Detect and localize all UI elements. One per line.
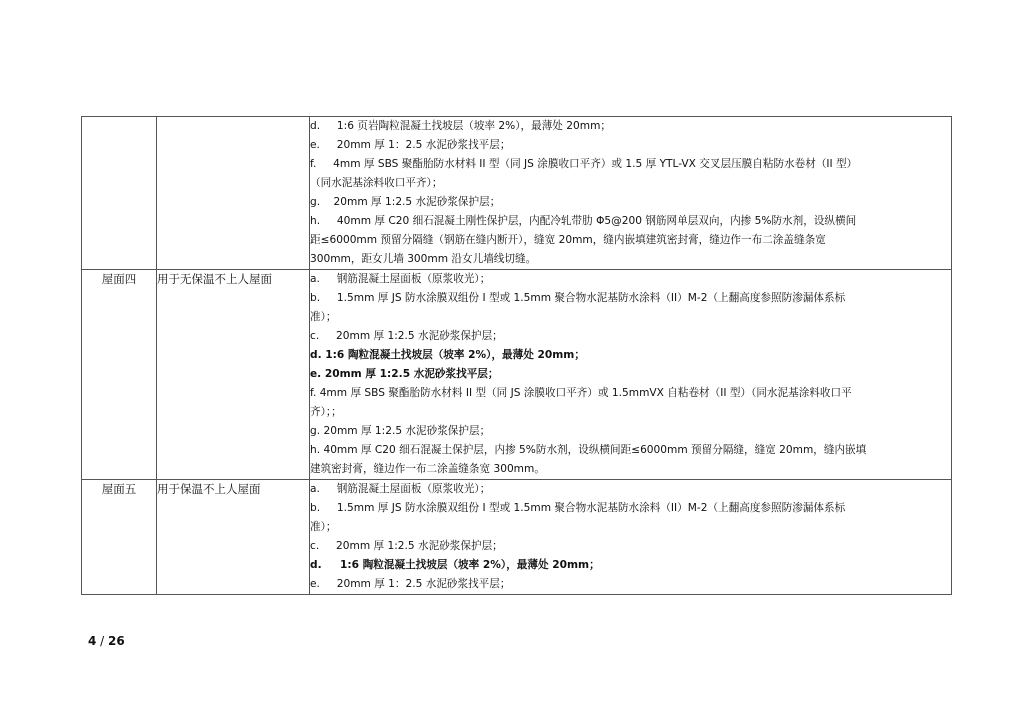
table-row (82, 480, 952, 595)
table-row (82, 117, 952, 270)
page-total: 26 (108, 634, 125, 648)
layer-line: b. 1.5mm 厚 JS 防水涂膜双组份 I 型或 1.5mm 聚合物水泥基防水涂料（II）M-2（上翻高度参照防渗漏体系标 (310, 502, 846, 514)
roof-type-cell (82, 117, 157, 270)
layer-line: c. 20mm 厚 1:2.5 水泥砂浆保护层； (310, 330, 503, 342)
layer-line: e. 20mm 厚 1：2.5 水泥砂浆找平层； (310, 139, 511, 151)
page-sep: / (96, 634, 109, 648)
layer-line: e. 20mm 厚 1：2.5 水泥砂浆找平层； (310, 578, 511, 590)
roof-spec-table (81, 116, 952, 595)
layer-line: 准）； (310, 521, 337, 533)
layer-line: a. 钢筋混凝土屋面板（原浆收光）； (310, 483, 491, 495)
layer-line: c. 20mm 厚 1:2.5 水泥砂浆保护层； (310, 540, 503, 552)
layer-line: a. 钢筋混凝土屋面板（原浆收光）； (310, 273, 491, 285)
layer-line: 齐）；； (310, 406, 342, 418)
layer-line: （同水泥基涂料收口平齐）； (310, 177, 443, 189)
construction-layers-cell (310, 270, 952, 480)
layer-line: f. 4mm 厚 SBS 聚酯胎防水材料 II 型（同 JS 涂膜收口平齐）或 1.5 厚 YTL-VX 交叉层压膜自粘防水卷材（II 型） (310, 158, 858, 170)
layer-line: 建筑密封膏，缝边作一布二涂盖缝条宽 300mm。 (310, 463, 545, 475)
layer-line: d. 1:6 陶粒混凝土找坡层（坡率 2%），最薄处 20mm； (310, 349, 585, 361)
layer-line: g. 20mm 厚 1:2.5 水泥砂浆保护层； (310, 196, 501, 208)
roof-type-cell: 屋面五 (82, 480, 157, 595)
page-number (88, 634, 125, 648)
layer-line: b. 1.5mm 厚 JS 防水涂膜双组份 I 型或 1.5mm 聚合物水泥基防水涂料（II）M-2（上翻高度参照防渗漏体系标 (310, 292, 846, 304)
layer-line: d. 1:6 页岩陶粒混凝土找坡层（坡率 2%），最薄处 20mm； (310, 120, 611, 132)
table-row (82, 270, 952, 480)
layer-line: 准）； (310, 311, 337, 323)
usage-cell: 用于无保温不上人屋面 (157, 270, 310, 480)
layer-line: 距≤6000mm 预留分隔缝（钢筋在缝内断开），缝宽 20mm，缝内嵌填建筑密封膏，缝边作一布二涂盖缝条宽 (310, 234, 826, 246)
construction-layers-cell (310, 480, 952, 595)
layer-line: e. 20mm 厚 1:2.5 水泥砂浆找平层； (310, 368, 499, 380)
construction-layers-cell (310, 117, 952, 270)
layer-line: d. 1:6 陶粒混凝土找坡层（坡率 2%），最薄处 20mm； (310, 559, 600, 571)
layer-line: h. 40mm 厚 C20 细石混凝土刚性保护层，内配冷轧带肋 Φ5@200 钢筋网单层双向，内掺 5%防水剂，设纵横间 (310, 215, 857, 227)
roof-type-cell: 屋面四 (82, 270, 157, 480)
layer-line: f. 4mm 厚 SBS 聚酯胎防水材料 II 型（同 JS 涂膜收口平齐）或 1.5mmVX 自粘卷材（II 型）（同水泥基涂料收口平 (310, 387, 852, 399)
layer-line: h. 40mm 厚 C20 细石混凝土保护层，内掺 5%防水剂，设纵横间距≤6000mm 预留分隔缝，缝宽 20mm，缝内嵌填 (310, 444, 867, 456)
usage-cell (157, 117, 310, 270)
layer-line: g. 20mm 厚 1:2.5 水泥砂浆保护层； (310, 425, 491, 437)
layer-line: 300mm，距女儿墙 300mm 沿女儿墙线切缝。 (310, 253, 537, 265)
page-current: 4 (88, 634, 97, 648)
usage-cell: 用于保温不上人屋面 (157, 480, 310, 595)
